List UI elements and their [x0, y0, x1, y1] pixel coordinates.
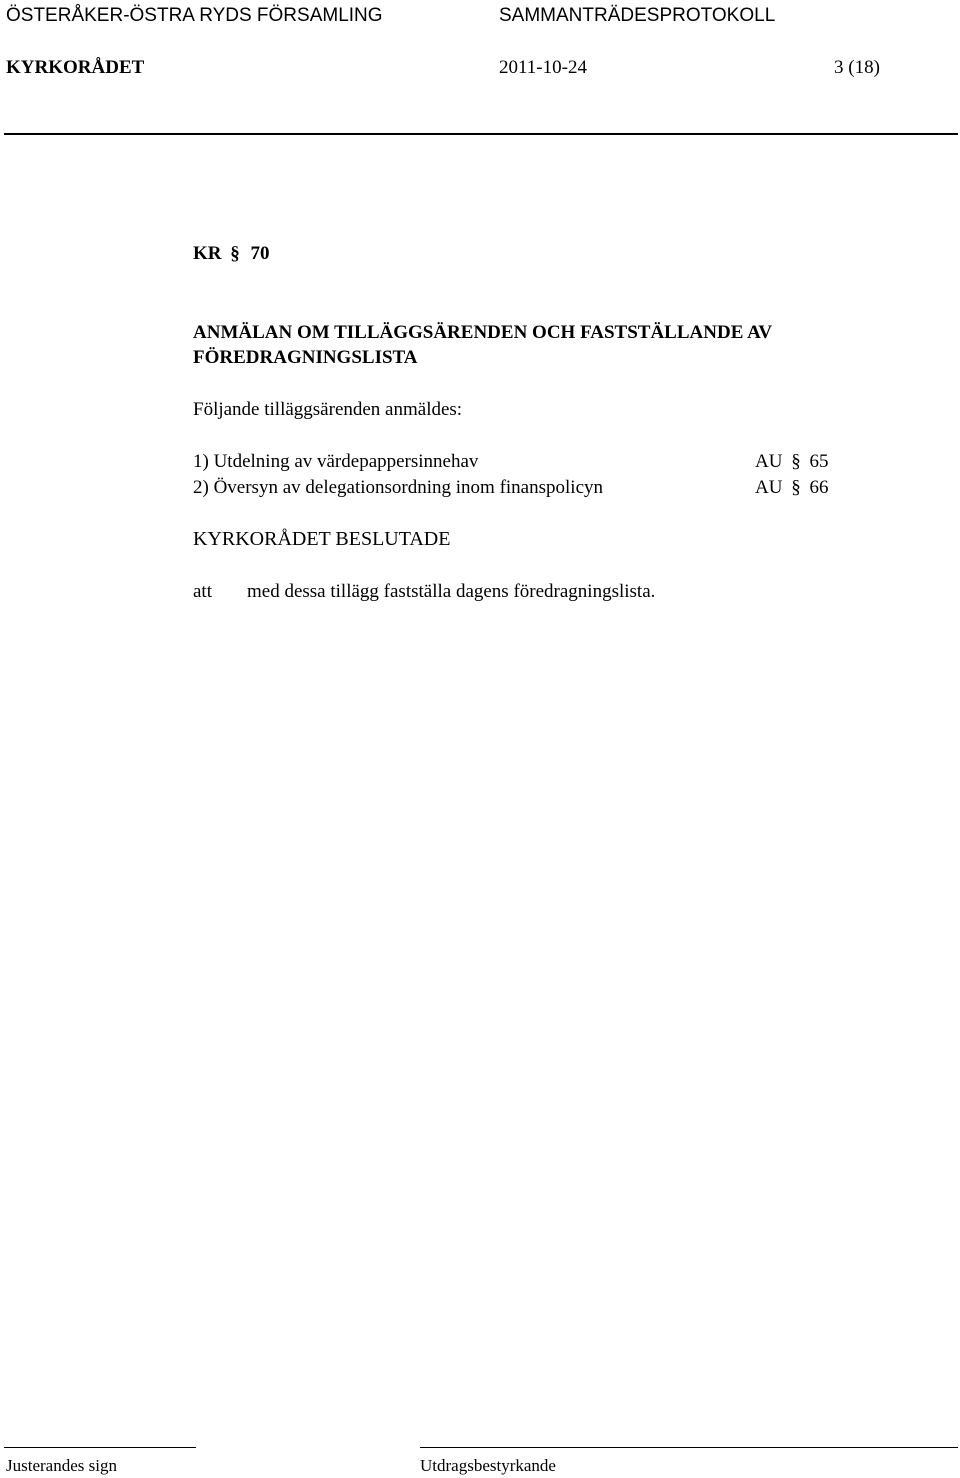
footer-certification-label: Utdragsbestyrkande [420, 1456, 556, 1475]
reference-section-symbol: § [791, 477, 801, 498]
reference-prefix: AU [755, 477, 783, 498]
reference-section-symbol: § [791, 451, 801, 472]
section-number [193, 243, 270, 265]
footer-signature-label: Justerandes sign [6, 1456, 117, 1475]
section-title-line-1: ANMÄLAN OM TILLÄGGSÄRENDEN OCH FASTSTÄLLANDE AV [193, 322, 773, 343]
header-rule [4, 133, 958, 135]
list-item: 1) Utdelning av värdepappersinnehav [193, 451, 479, 472]
reference-number: 65 [809, 451, 829, 472]
list-item: 2) Översyn av delegationsordning inom finanspolicyn [193, 477, 604, 498]
footer-rule-right [420, 1447, 958, 1448]
decision-text: med dessa tillägg fastställa dagens föredragningslista. [247, 581, 656, 602]
document-type: SAMMANTRÄDESPROTOKOLL [499, 5, 776, 26]
section-title-line-2: FÖREDRAGNINGSLISTA [193, 347, 418, 368]
intro-text: Följande tilläggsärenden anmäldes: [193, 399, 463, 420]
decision-lead: att [193, 581, 212, 602]
section-symbol: § [230, 243, 240, 264]
header-date: 2011-10-24 [499, 57, 587, 78]
reference-number: 66 [809, 477, 829, 498]
header-page-number: 3 (18) [834, 57, 880, 78]
list-item-reference [755, 451, 828, 473]
header-body-name: KYRKORÅDET [6, 57, 145, 78]
list-item-reference [755, 477, 828, 499]
section-number-label: KR [193, 243, 222, 264]
section-number-value: 70 [250, 243, 270, 264]
footer-rule-left [4, 1447, 196, 1448]
reference-prefix: AU [755, 451, 783, 472]
decision-heading: KYRKORÅDET BESLUTADE [193, 528, 451, 550]
organization-name: ÖSTERÅKER-ÖSTRA RYDS FÖRSAMLING [6, 5, 383, 26]
